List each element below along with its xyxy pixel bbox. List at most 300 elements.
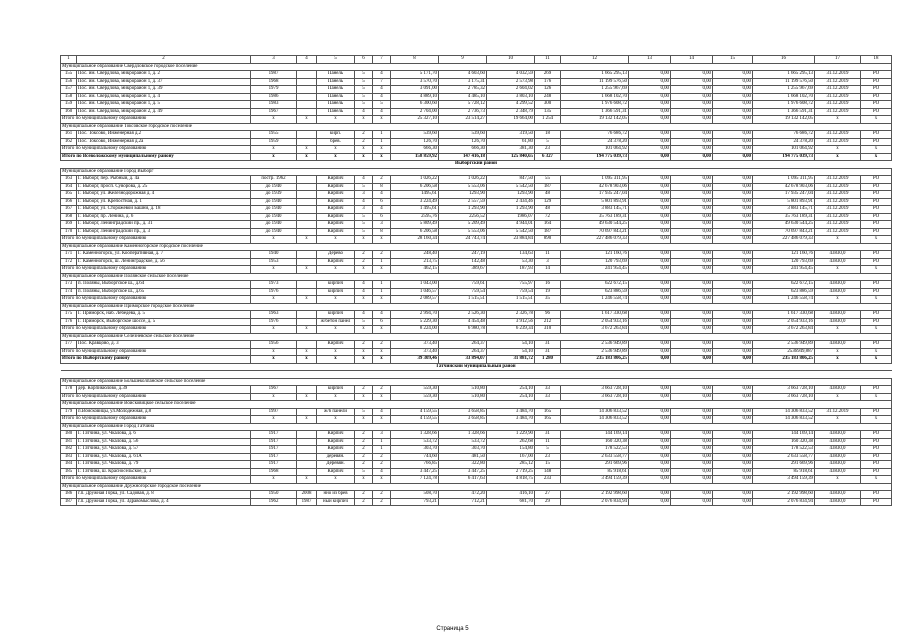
table-cell: 0,00 (629, 146, 671, 154)
table-cell: 148 (535, 468, 561, 476)
table-row (61, 311, 892, 319)
table-cell: РО (861, 183, 892, 191)
table-cell: 1940 (251, 251, 297, 259)
table-cell: 31.12.2019 (815, 71, 861, 79)
table-cell: 125 840,65 (487, 153, 535, 161)
table-cell: Г. Приморск, наб. Лебедева, д. 5 (77, 311, 251, 319)
section-heading: Муниципальное образование Каменногорское городское поселение (61, 243, 892, 251)
table-cell: 0,00 (671, 281, 713, 289)
table-cell: 1917 (251, 446, 297, 454)
table-cell: х (297, 146, 317, 154)
table-cell: 61,80 (487, 138, 535, 146)
table-cell: РО (861, 311, 892, 319)
table-cell: х (317, 266, 355, 274)
table-cell: 2 (355, 341, 373, 349)
table-cell: 291 669,96 (561, 461, 629, 469)
table-cell: 1983 (251, 101, 297, 109)
table-cell: 76 686,72 (561, 131, 629, 139)
table-cell: 31.12.2019 (815, 206, 861, 214)
column-number-cell: 3 (251, 56, 297, 64)
table-cell: х (317, 348, 355, 356)
blank-cell (61, 371, 892, 379)
table-cell: 1 043,00 (391, 281, 439, 289)
table-cell: 0,00 (671, 153, 713, 161)
table-cell: х (815, 116, 861, 124)
table-cell: 16 (535, 281, 561, 289)
table-cell: Пос. им. Свердлова, микрорайон 1, д. 5 (77, 101, 251, 109)
table-cell: х (355, 416, 373, 424)
table-cell: 167 (61, 206, 77, 214)
table-cell: х (297, 326, 317, 334)
table-cell: 235 183 806,25 (753, 356, 815, 364)
table-cell: 759,54 (487, 288, 535, 296)
table-cell: 0,00 (629, 416, 671, 424)
table-cell: х (317, 393, 355, 401)
table-row (61, 431, 892, 439)
table-cell: Г. Гатчина, ш. Красносельское, д. 3 (77, 468, 251, 476)
table-cell: 14 (535, 266, 561, 274)
region-heading: Гатчинский муниципальный район (61, 363, 892, 371)
table-cell (297, 138, 317, 146)
table-cell (297, 258, 317, 266)
table-cell: Г. Выборг, Ленинградский пр., д. 31 (77, 221, 251, 229)
table-cell: 0,00 (629, 266, 671, 274)
section-heading: Муниципальное образование Токсовское городское поселение (61, 123, 892, 131)
table-cell: 158 (61, 93, 77, 101)
table-cell: 121 160,76 (753, 251, 815, 259)
table-cell: РО (861, 461, 892, 469)
table-row (61, 498, 892, 506)
table-cell: 2 (355, 491, 373, 499)
table-cell: 101 064,92 (753, 146, 815, 154)
table-cell: 101 064,92 (561, 146, 629, 154)
table-cell: РО (861, 78, 892, 86)
table-cell: 303,70 (391, 446, 439, 454)
table-cell: 154,80 (487, 446, 535, 454)
table-cell: 5 (355, 318, 373, 326)
column-number-cell: 13 (629, 56, 671, 64)
table-cell: 4 159,55 (391, 408, 439, 416)
table-cell: 35 (535, 296, 561, 304)
table-row (61, 258, 892, 266)
table-cell: 5 (355, 213, 373, 221)
table-cell: 0,00 (713, 206, 753, 214)
table-cell (297, 198, 317, 206)
table-cell: 1 (373, 131, 391, 139)
table-cell: 8 224,00 (391, 326, 439, 334)
table-cell: 1917 (251, 461, 297, 469)
table-cell: 194 775 039,73 (561, 153, 629, 161)
table-cell: 4 (373, 86, 391, 94)
table-cell: 0,00 (629, 206, 671, 214)
table-cell: 3 912,56 (487, 318, 535, 326)
table-cell: 2 704,00 (391, 108, 439, 116)
table-cell: 31.12.2019 (815, 86, 861, 94)
table-cell: х (373, 476, 391, 484)
table-cell: 0,00 (629, 296, 671, 304)
table-cell: 5 (373, 101, 391, 109)
table-cell: х (861, 116, 892, 124)
table-cell: 4 (373, 206, 391, 214)
table-cell: 0,00 (671, 176, 713, 184)
table-cell: 5 (355, 408, 373, 416)
table-cell: 72 (535, 213, 561, 221)
table-cell: г.п. Дружная Горка, ул. Садовая, д. 8 (77, 491, 251, 499)
table-cell: РО (861, 431, 892, 439)
table-cell: 4 485,10 (439, 93, 487, 101)
table-cell: Панель (317, 78, 355, 86)
table-cell: 4 (373, 191, 391, 199)
table-cell: Пос. им. Свердлова, микрорайон 1, д. 4 (77, 93, 251, 101)
table-cell: х (373, 146, 391, 154)
table-cell: 155 (61, 71, 77, 79)
table-cell: 121 160,76 (561, 251, 629, 259)
table-cell: 0,00 (671, 431, 713, 439)
table-cell: 31.12.2019 (815, 198, 861, 206)
table-cell: РО (861, 386, 892, 394)
table-cell: 11 199 576,50 (753, 78, 815, 86)
table-cell: х (861, 416, 892, 424)
table-row (61, 93, 892, 101)
table-cell: 5 553,06 (439, 183, 487, 191)
table-cell (297, 206, 317, 214)
table-cell: 35 763 189,31 (753, 213, 815, 221)
table-cell: х (251, 416, 297, 424)
total-label: Итого по муниципальному образованию (61, 266, 251, 274)
table-cell: 310 (535, 326, 561, 334)
table-cell: Г. Гатчина, ул. Чкалова, д. 79 (77, 461, 251, 469)
table-cell: 7 (373, 78, 391, 86)
table-cell: 18 (535, 131, 561, 139)
table-cell: РО (861, 198, 892, 206)
table-cell: 157 (61, 86, 77, 94)
table-cell: 1 366 591,31 (753, 108, 815, 116)
total-label: Итого по муниципальному образованию (61, 348, 251, 356)
table-cell: Кирпич (317, 341, 355, 349)
table-cell: 227 486 079,33 (753, 236, 815, 244)
table-cell: 3 672 263,84 (561, 326, 629, 334)
table-cell: 0,00 (713, 386, 753, 394)
table-cell: 248 (535, 93, 561, 101)
section-heading-row (61, 303, 892, 311)
column-number-cell: 6 (355, 56, 373, 64)
table-cell: 0,00 (713, 326, 753, 334)
table-cell: х (815, 326, 861, 334)
table-cell: 35 763 189,31 (561, 213, 629, 221)
table-cell: 53,30 (487, 258, 535, 266)
table-cell: 0,00 (671, 461, 713, 469)
table-cell: 1987 (297, 498, 317, 506)
table-cell: 2 (355, 258, 373, 266)
table-cell: 5 728,12 (439, 101, 487, 109)
table-cell: 1 246 558,74 (561, 296, 629, 304)
table-cell: 3 447,25 (391, 468, 439, 476)
table-cell: 793,21 (391, 498, 439, 506)
table-cell: 0,00 (671, 251, 713, 259)
table-cell: 5 (355, 221, 373, 229)
table-cell: 0,00 (671, 266, 713, 274)
table-cell: 0,00 (629, 461, 671, 469)
table-cell: 31.12.2019 (815, 213, 861, 221)
table-cell: 43830,0 (815, 438, 861, 446)
table-cell: 1986,07 (487, 213, 535, 221)
table-cell: 0,00 (713, 311, 753, 319)
table-cell: г.п. Дружная Горка, ул. Здравомыслова, д. 4 (77, 498, 251, 506)
table-cell: 0,00 (713, 191, 753, 199)
table-cell: 4 603,60 (439, 71, 487, 79)
table-cell: 0,00 (713, 258, 753, 266)
table-cell: 43830,0 (815, 258, 861, 266)
table-cell: 43830,0 (815, 453, 861, 461)
table-cell: 322,80 (439, 461, 487, 469)
table-cell: 14 306 833,52 (753, 408, 815, 416)
table-cell: 1 046,57 (391, 288, 439, 296)
table-cell: 0,00 (713, 78, 753, 86)
table-cell: 1967 (251, 108, 297, 116)
table-cell: 3 658,85 (439, 416, 487, 424)
table-cell: 3 (355, 206, 373, 214)
total-row (61, 146, 892, 154)
table-cell: 158 859,92 (391, 153, 439, 161)
table-cell: 1976 (251, 288, 297, 296)
table-cell: 1962 (251, 498, 297, 506)
table-row (61, 213, 892, 221)
table-cell: 0,00 (713, 461, 753, 469)
table-cell: 1950 (251, 491, 297, 499)
table-cell: 2 (373, 386, 391, 394)
table-cell: 0,00 (713, 131, 753, 139)
table-cell: 0,00 (671, 71, 713, 79)
table-cell: х (317, 356, 355, 364)
table-row (61, 408, 892, 416)
table-cell: 2 785,32 (439, 86, 487, 94)
table-cell: 0,00 (713, 108, 753, 116)
table-cell: 14 306 833,52 (561, 416, 629, 424)
table-cell: 1963 (251, 311, 297, 319)
table-cell: брев. (317, 138, 355, 146)
table-cell: 0,00 (713, 438, 753, 446)
table-cell: 2 (355, 453, 373, 461)
table-cell: 0,00 (713, 198, 753, 206)
table-cell: 31.12.2019 (815, 183, 861, 191)
table-cell: 508,70 (391, 491, 439, 499)
table-cell: х (251, 153, 297, 161)
total-row (61, 153, 892, 161)
table-cell: Пос. Токсово, Инженерная д.2 (77, 131, 251, 139)
table-cell: 184 (61, 461, 77, 469)
table-cell: х (317, 153, 355, 161)
table-cell: х (251, 266, 297, 274)
table-cell: 1 255 967,69 (753, 86, 815, 94)
table-cell: 43830,0 (815, 251, 861, 259)
total-label: Итого по Выборгскому району (61, 356, 251, 364)
table-cell: 1 665 295,13 (561, 71, 629, 79)
table-cell: 0,00 (629, 318, 671, 326)
table-cell: 0,00 (671, 258, 713, 266)
table-cell: х (373, 348, 391, 356)
total-row (61, 326, 892, 334)
table-cell: 1953 (251, 258, 297, 266)
table-cell: 233 (535, 476, 561, 484)
table-cell: х (815, 476, 861, 484)
table-cell: х (355, 146, 373, 154)
table-cell: х (251, 296, 297, 304)
table-cell: Кирпич (317, 183, 355, 191)
housing-register-table (60, 55, 892, 506)
table-cell: 0,00 (629, 228, 671, 236)
table-cell: 48 (535, 206, 561, 214)
table-cell: 48 (535, 191, 561, 199)
table-cell: 1 515,51 (439, 296, 487, 304)
total-row (61, 116, 892, 124)
table-cell: 31.12.2019 (815, 408, 861, 416)
table-cell: 0,00 (671, 468, 713, 476)
table-cell: 5 801 893,91 (753, 198, 815, 206)
table-cell: 5 (355, 183, 373, 191)
table-cell: 43830,0 (815, 498, 861, 506)
table-cell: 0,00 (671, 228, 713, 236)
table-cell: до 1940 (251, 213, 297, 221)
table-cell: РО (861, 251, 892, 259)
table-cell: 3 484,70 (487, 408, 535, 416)
table-cell: 120 793,69 (753, 258, 815, 266)
table-cell: 8 (373, 228, 391, 236)
table-row (61, 386, 892, 394)
table-cell: 5 (355, 86, 373, 94)
table-cell: х (373, 116, 391, 124)
table-cell: 847,50 (487, 176, 535, 184)
table-cell: 187 (61, 498, 77, 506)
table-cell: 0,00 (671, 213, 713, 221)
table-cell: 1959 (251, 138, 297, 146)
table-row (61, 131, 892, 139)
table-cell: 0,00 (671, 438, 713, 446)
table-cell (297, 183, 317, 191)
table-cell: 31.12.2019 (815, 78, 861, 86)
table-cell: Пос. им. Свердлова, микрорайон 2, д. 49 (77, 108, 251, 116)
table-cell: 0,00 (713, 183, 753, 191)
table-cell: деревян. (317, 453, 355, 461)
table-cell: х (861, 236, 892, 244)
table-cell: 4 (355, 311, 373, 319)
table-cell: 4 (373, 93, 391, 101)
table-cell: Кирпич (317, 206, 355, 214)
table-cell: 0,00 (671, 116, 713, 124)
table-cell: 623 886,59 (561, 288, 629, 296)
table-cell: 0,00 (629, 138, 671, 146)
table-cell: 1495,61 (391, 191, 439, 199)
table-cell: 5 209,49 (439, 221, 487, 229)
table-cell: 23 (535, 453, 561, 461)
table-cell: 3 803,10 (487, 93, 535, 101)
table-cell: РО (861, 288, 892, 296)
table-cell: х (373, 236, 391, 244)
table-cell: кирп. (317, 131, 355, 139)
table-cell: 2 (373, 491, 391, 499)
table-cell (297, 431, 317, 439)
table-cell (297, 108, 317, 116)
table-cell: 27 (535, 491, 561, 499)
table-cell: 5 (355, 468, 373, 476)
table-cell: 0,00 (629, 476, 671, 484)
table-cell: х (355, 356, 373, 364)
table-cell: 0,00 (713, 138, 753, 146)
table-cell: 2 434,46 (487, 198, 535, 206)
table-cell: 3 672 263,84 (753, 326, 815, 334)
table-cell: 3 (373, 431, 391, 439)
table-cell: Г. Выборг, Ленинградский пр., д. 3 (77, 228, 251, 236)
table-cell: 3 447,25 (439, 468, 487, 476)
table-cell: 187,93 (487, 266, 535, 274)
section-heading-row (61, 423, 892, 431)
table-cell: 178 (61, 386, 77, 394)
table-cell: 2 (355, 251, 373, 259)
table-cell: 1 095 311,95 (561, 176, 629, 184)
table-cell: 6 980,78 (439, 326, 487, 334)
table-cell: 175 (61, 311, 77, 319)
table-cell: 43830,0 (815, 461, 861, 469)
table-cell: Г. Приморск, Выборгское шоссе, д. 5 (77, 318, 251, 326)
table-cell (297, 93, 317, 101)
table-cell: 213,75 (391, 258, 439, 266)
table-cell: 2 (373, 341, 391, 349)
table-cell: 2 719,25 (487, 468, 535, 476)
table-row (61, 138, 892, 146)
column-number-cell: 8 (391, 56, 439, 64)
table-cell: кирпич (317, 288, 355, 296)
table-row (61, 453, 892, 461)
table-cell: ный кирпич (317, 498, 355, 506)
table-cell: 43830,0 (815, 468, 861, 476)
table-cell: 31.12.2019 (815, 138, 861, 146)
table-cell: 135 (535, 108, 561, 116)
table-cell: 42 678 903,06 (753, 183, 815, 191)
table-cell: х (297, 116, 317, 124)
table-cell: х (355, 476, 373, 484)
table-cell: 170 (61, 228, 77, 236)
table-cell: 0,00 (629, 198, 671, 206)
table-cell: Кирпич (317, 198, 355, 206)
section-heading: Муниципальное образование Город Гатчина (61, 423, 892, 431)
table-cell: 0,00 (671, 318, 713, 326)
table-cell: кирпич (317, 281, 355, 289)
table-cell: РО (861, 221, 892, 229)
table-cell: 0,00 (671, 198, 713, 206)
table-cell (297, 221, 317, 229)
table-cell: 178 522,53 (561, 446, 629, 454)
table-cell: 264,37 (439, 348, 487, 356)
table-cell: 0,00 (713, 476, 753, 484)
table-cell: 0,00 (629, 446, 671, 454)
table-cell: 6 239,34 (487, 326, 535, 334)
table-cell: РО (861, 138, 892, 146)
table-cell: 168 (61, 213, 77, 221)
table-cell: Пос. Кравцово, д. 3 (77, 341, 251, 349)
table-cell: 2 526,30 (439, 311, 487, 319)
table-cell: 759,61 (439, 281, 487, 289)
total-row (61, 393, 892, 401)
table-row (61, 228, 892, 236)
table-cell: 0,00 (629, 453, 671, 461)
table-cell: 4 (355, 176, 373, 184)
table-cell: 2 557,59 (439, 198, 487, 206)
total-label: Итого по муниципальному образованию (61, 236, 251, 244)
table-cell: 5 (535, 138, 561, 146)
table-cell: 28 160,34 (391, 236, 439, 244)
table-cell: 2 054 933,16 (753, 318, 815, 326)
table-cell: 85 918,61 (561, 468, 629, 476)
table-cell: до 1940 (251, 206, 297, 214)
